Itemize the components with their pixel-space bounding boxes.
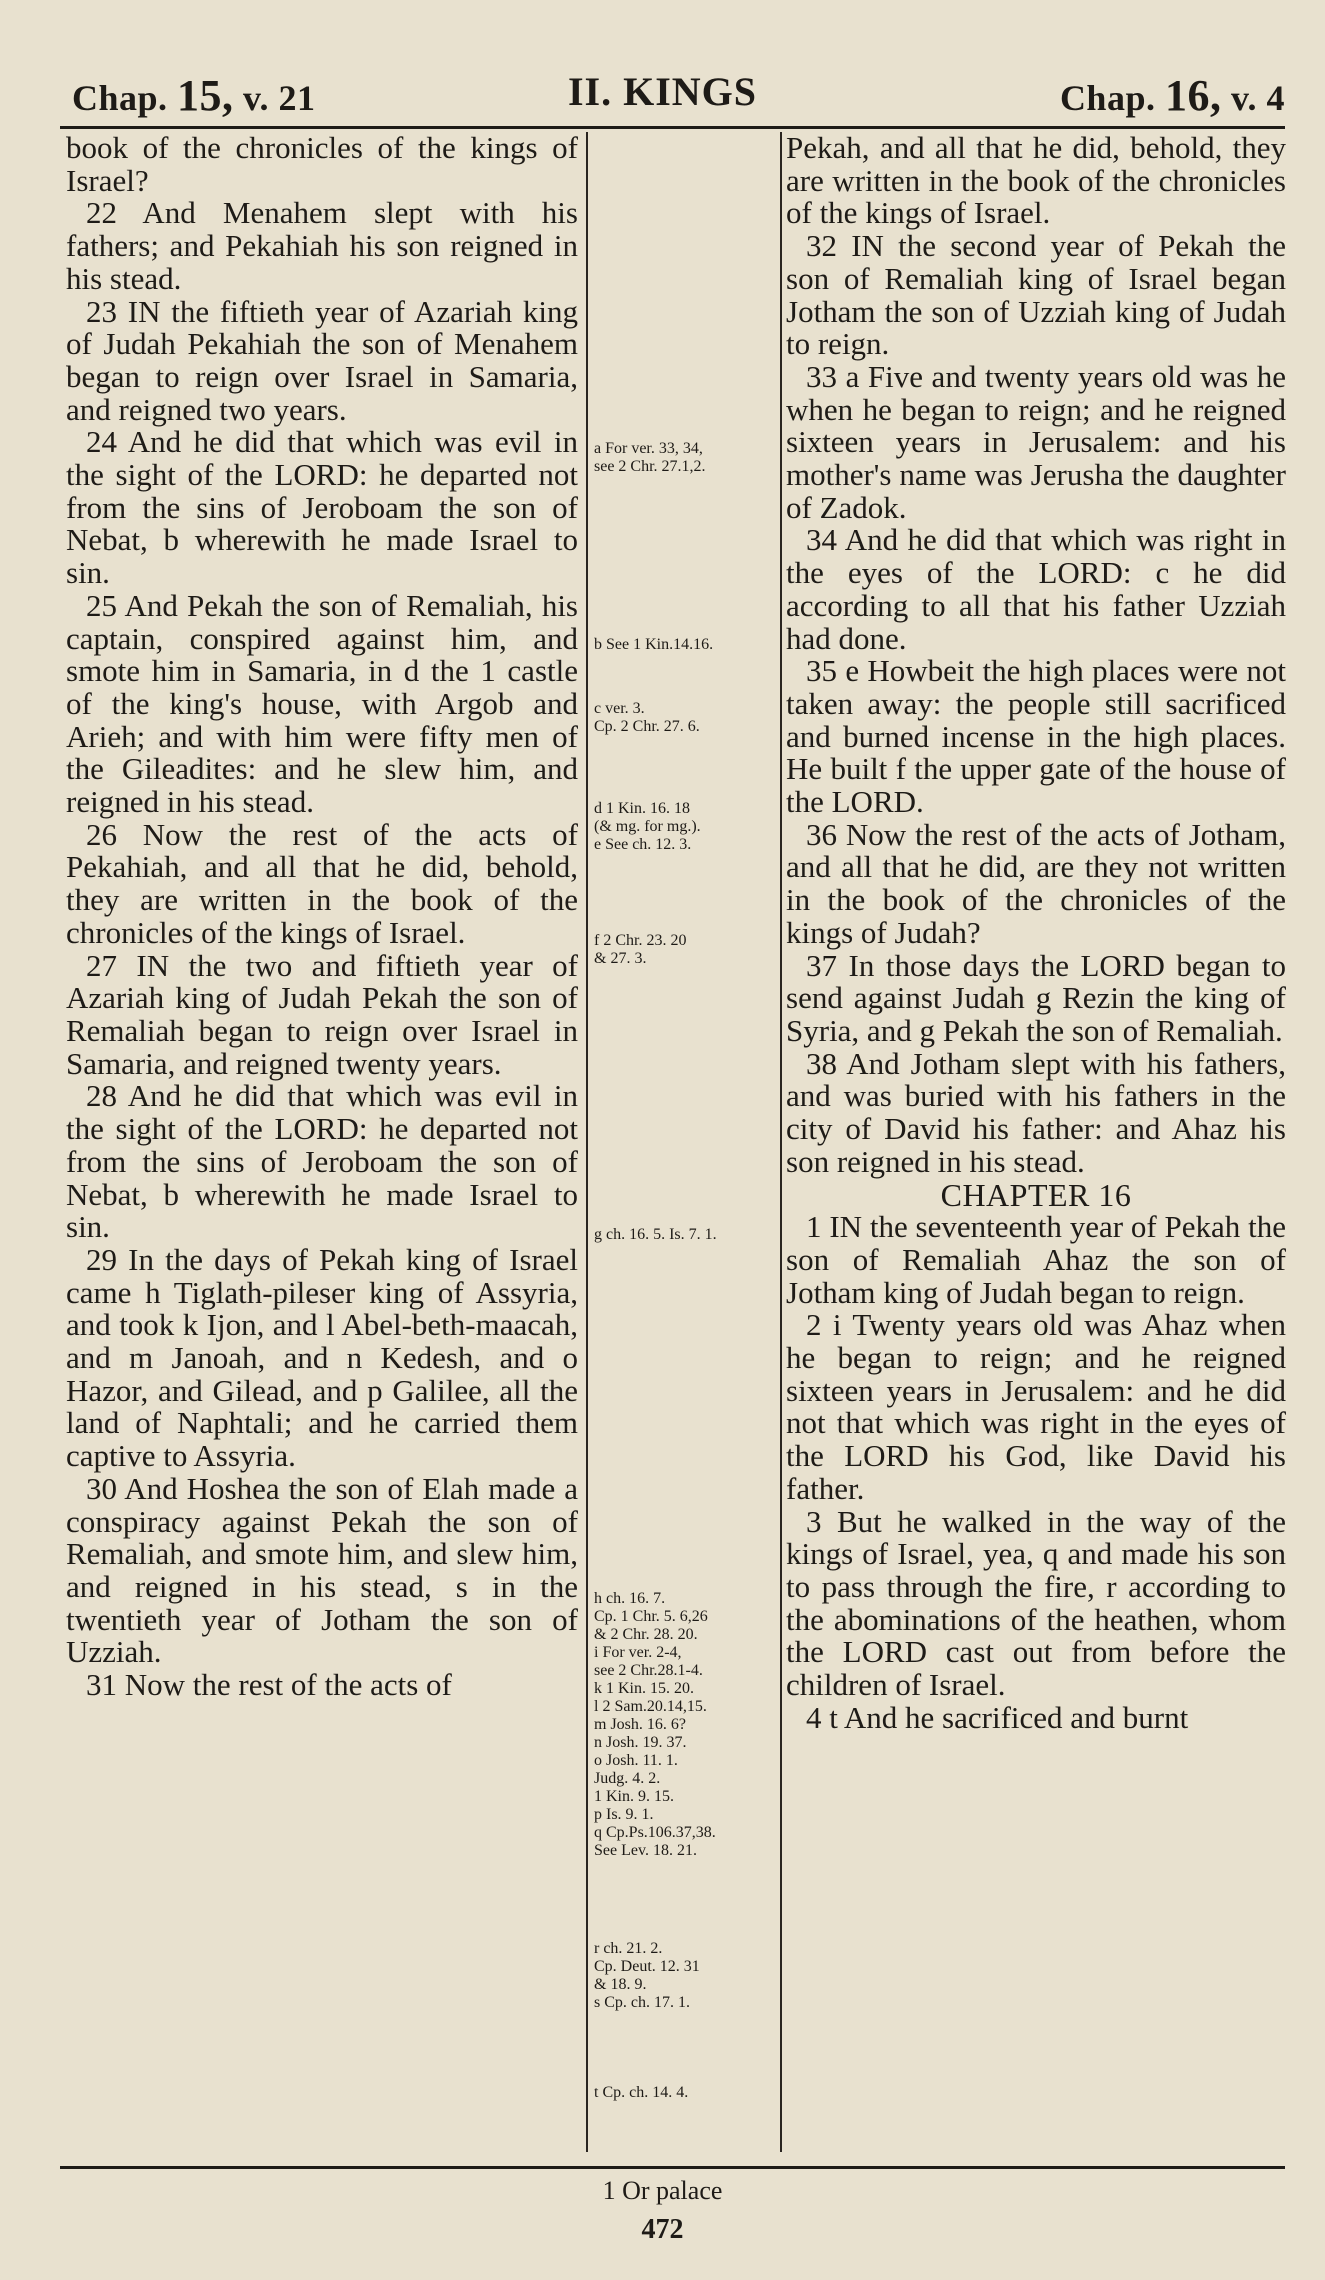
margin-note: a For ver. 33, 34, see 2 Chr. 27.1,2. (594, 440, 706, 475)
verse-paragraph: 37 In those days the LORD began to send against Judah g Rezin the king of Syria, and g Pekah the son of Remaliah. (786, 947, 1286, 1048)
verse-paragraph: 38 And Jotham slept with his fathers, and was buried with his fathers in the city of David his father: and Ahaz his son reigned in his stead. (786, 1045, 1286, 1179)
margin-note: t Cp. ch. 14. 4. (594, 2084, 689, 2101)
footnote: 1 Or palace (602, 2176, 723, 2205)
header-rule (60, 126, 1285, 129)
right-text-column (786, 132, 1286, 1734)
page-number: 472 (641, 2214, 684, 2245)
verse-paragraph: 22 And Menahem slept with his fathers; and Pekahiah his son reigned in his stead. (66, 195, 578, 296)
margin-note: r ch. 21. 2. Cp. Deut. 12. 31 & 18. 9. s Cp. ch. 17. 1. (594, 1940, 700, 2011)
verse-paragraph: 34 And he did that which was right in the eyes of the LORD: c he did according to all that his father Uzziah had done. (786, 522, 1286, 656)
verse-paragraph: Pekah, and all that he did, behold, they are written in the book of the chronicles of the kings of Israel. (786, 130, 1286, 231)
verse-paragraph: 25 And Pekah the son of Remaliah, his captain, conspired against him, and smote him in Samaria, in d the 1 castle of the king's house, with Argob and Arieh; and with him were fifty men of the Gileadites: and he slew him, and reigned in his stead. (66, 587, 578, 820)
left-text-column (66, 132, 578, 1702)
verse-paragraph: 24 And he did that which was evil in the sight of the LORD: he departed not from the sins of Jeroboam the son of Nebat, b wherewith he made Israel to sin. (66, 424, 578, 591)
column-divider-left (586, 132, 588, 2152)
verse-paragraph: 35 e Howbeit the high places were not taken away: the people still sacrificed and burned incense in the high places. He built f the upper gate of the house of the LORD. (786, 653, 1286, 820)
verse-paragraph: 29 In the days of Pekah king of Israel came h Tiglath-pileser king of Assyria, and took k Ijon, and l Abel-beth-maacah, and m Janoah, and n Kedesh, and o Hazor, and Gilead, and p Galilee, all the land of Naphtali; and he carried them captive to Assyria. (66, 1241, 578, 1474)
verse-paragraph: book of the chronicles of the kings of Israel? (66, 130, 578, 198)
column-divider-right (780, 132, 782, 2152)
verse-paragraph: 31 Now the rest of the acts of (86, 1667, 452, 1703)
running-header (0, 62, 1325, 122)
verse-paragraph: 2 i Twenty years old was Ahaz when he began to reign; and he reigned sixteen years in Jerusalem: and he did not that which was right in the eyes of the LORD his God, like David his father. (786, 1307, 1286, 1506)
verse-paragraph: 3 But he walked in the way of the kings of Israel, yea, q and made his son to pass through the fire, r according to the abominations of the heathen, whom the LORD cast out from before the children of Israel. (786, 1503, 1286, 1703)
verse-paragraph: 27 IN the two and fiftieth year of Azariah king of Judah Pekah the son of Remaliah began to reign over Israel in Samaria, and reigned twenty years. (66, 947, 578, 1081)
margin-note: b See 1 Kin.14.16. (594, 636, 714, 653)
margin-note: g ch. 16. 5. Is. 7. 1. (594, 1226, 717, 1243)
verse-paragraph: 1 IN the seventeenth year of Pekah the son of Remaliah Ahaz the son of Jotham king of Judah began to reign. (786, 1209, 1286, 1310)
verse-paragraph: 36 Now the rest of the acts of Jotham, and all that he did, are they not written in the book of the chronicles of the kings of Judah? (786, 816, 1286, 950)
header-right-reference: Chap. 16, v. 4 (1059, 71, 1285, 120)
margin-note: d 1 Kin. 16. 18 (& mg. for mg.). e See ch. 12. 3. (594, 800, 701, 853)
margin-note: c ver. 3. Cp. 2 Chr. 27. 6. (594, 700, 700, 735)
verse-paragraph: 23 IN the fiftieth year of Azariah king of Judah Pekahiah the son of Menahem began to reign over Israel in Samaria, and reigned two years. (66, 293, 578, 427)
verse-paragraph: 30 And Hoshea the son of Elah made a conspiracy against Pekah the son of Remaliah, and smote him, and slew him, and reigned in his stead, s in the twentieth year of Jotham the son of Uzziah. (66, 1470, 578, 1670)
chapter-heading: CHAPTER 16 (940, 1176, 1132, 1213)
verse-paragraph: 26 Now the rest of the acts of Pekahiah, and all that he did, behold, they are written in the book of the chronicles of the kings of Israel. (66, 816, 578, 950)
verse-paragraph: 28 And he did that which was evil in the sight of the LORD: he departed not from the sins of Jeroboam the son of Nebat, b wherewith he made Israel to sin. (66, 1078, 578, 1245)
margin-note: h ch. 16. 7. Cp. 1 Chr. 5. 6,26 & 2 Chr. 28. 20. i For ver. 2-4, see 2 Chr.28.1-4. k 1 Kin. 15. 20. l 2 Sam.20.14,15. m Josh. 16. 6? n Josh. 19. 37. o Josh. 11. 1. Judg. 4. 2. 1 Kin. 9. 15. p Is. 9. 1. q Cp.Ps.106.37,38. See Lev. 18. 21. (594, 1590, 716, 1859)
header-left-reference: Chap. 15, v. 21 (72, 71, 316, 120)
margin-note: f 2 Chr. 23. 20 & 27. 3. (594, 932, 687, 967)
verse-paragraph: 32 IN the second year of Pekah the son of Remaliah king of Israel began Jotham the son of Uzziah king of Judah to reign. (786, 228, 1286, 362)
footer-rule (60, 2166, 1285, 2169)
verse-paragraph: 4 t And he sacrificed and burnt (806, 1699, 1189, 1735)
book-title: II. KINGS (567, 69, 758, 114)
verse-paragraph: 33 a Five and twenty years old was he when he began to reign; and he reigned sixteen years in Jerusalem: and his mother's name was Jerusha the daughter of Zadok. (786, 358, 1286, 525)
